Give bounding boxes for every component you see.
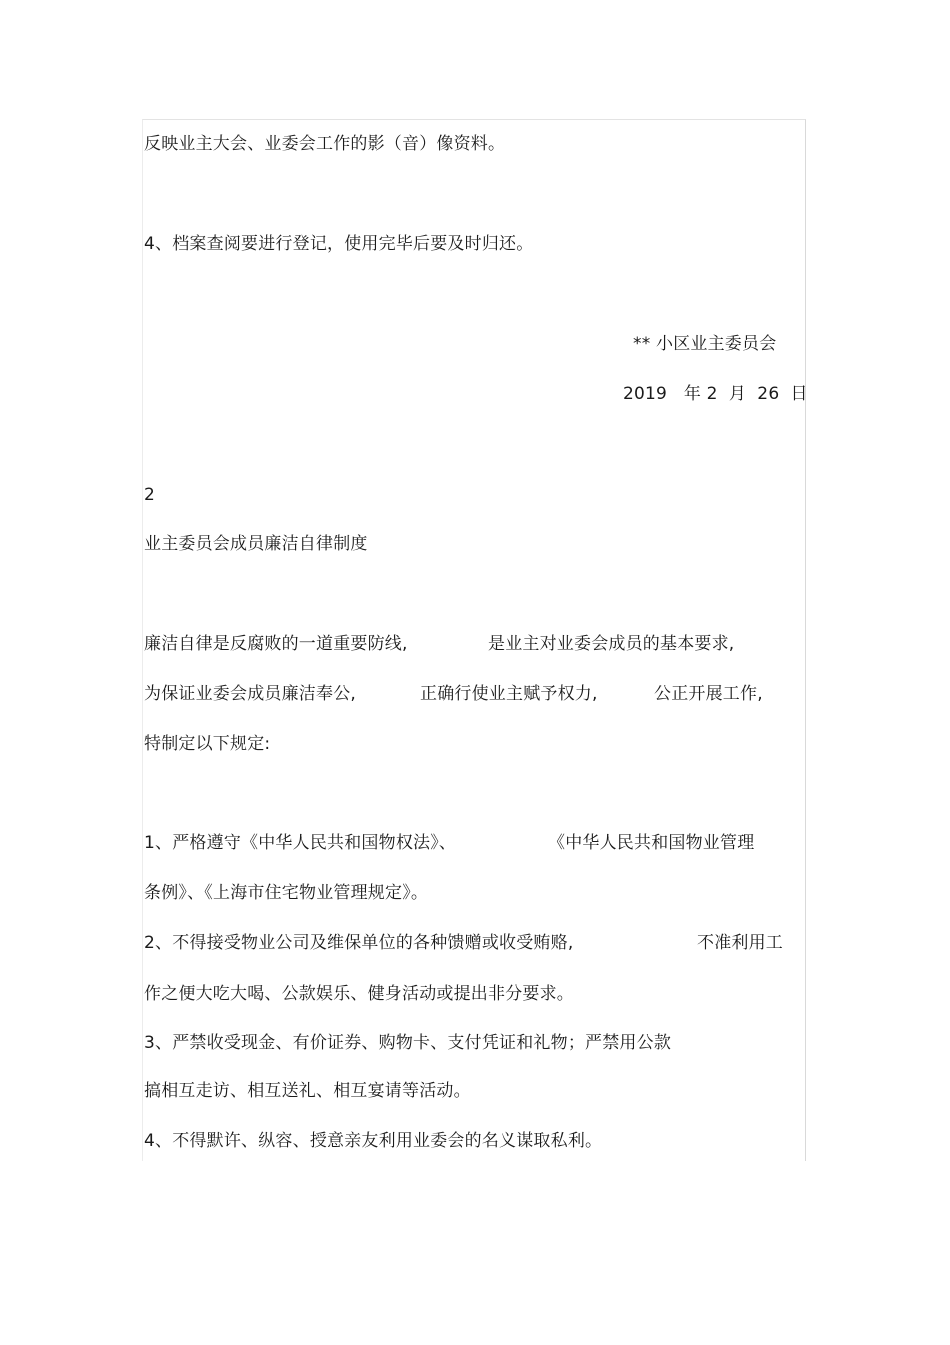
rule1-continuation: 条例》、《上海市住宅物业管理规定》。 bbox=[144, 883, 429, 903]
rule2-part2: 不准利用工 bbox=[697, 933, 783, 953]
signature-organization: ** 小区业主委员会 bbox=[633, 334, 777, 354]
rule1-part1: 1、严格遵守《中华人民共和国物权法》、 bbox=[144, 833, 457, 853]
rule2-part1: 2、不得接受物业公司及维保单位的各种馈赠或收受贿赂, bbox=[144, 933, 574, 953]
rule3-line2: 搞相互走访、相互送礼、相互宴请等活动。 bbox=[144, 1081, 471, 1101]
intro-line2-part1: 为保证业委会成员廉洁奉公, bbox=[144, 684, 357, 704]
rule3-line1: 3、严禁收受现金、有价证券、购物卡、支付凭证和礼物；严禁用公款 bbox=[144, 1033, 672, 1053]
intro-line2-part3: 公正开展工作, bbox=[654, 684, 763, 704]
text-line-archive-checkout: 4、档案查阅要进行登记，使用完毕后要及时归还。 bbox=[144, 234, 534, 254]
section-title: 业主委员会成员廉洁自律制度 bbox=[144, 534, 368, 554]
intro-line3: 特制定以下规定: bbox=[144, 734, 271, 754]
rule1-part2: 《中华人民共和国物业管理 bbox=[548, 833, 755, 853]
rule4-line: 4、不得默许、纵容、授意亲友利用业委会的名义谋取私利。 bbox=[144, 1131, 603, 1151]
signature-date: 2019 年 2 月 26 日 bbox=[623, 384, 808, 404]
rule2-continuation: 作之便大吃大喝、公款娱乐、健身活动或提出非分要求。 bbox=[144, 984, 574, 1004]
intro-line2-part2: 正确行使业主赋予权力, bbox=[420, 684, 598, 704]
page-number: 2 bbox=[144, 485, 156, 505]
text-line-archive-materials: 反映业主大会、业委会工作的影（音）像资料。 bbox=[144, 134, 506, 154]
intro-line1-part1: 廉洁自律是反腐败的一道重要防线, bbox=[144, 634, 408, 654]
intro-line1-part2: 是业主对业委会成员的基本要求, bbox=[488, 634, 735, 654]
